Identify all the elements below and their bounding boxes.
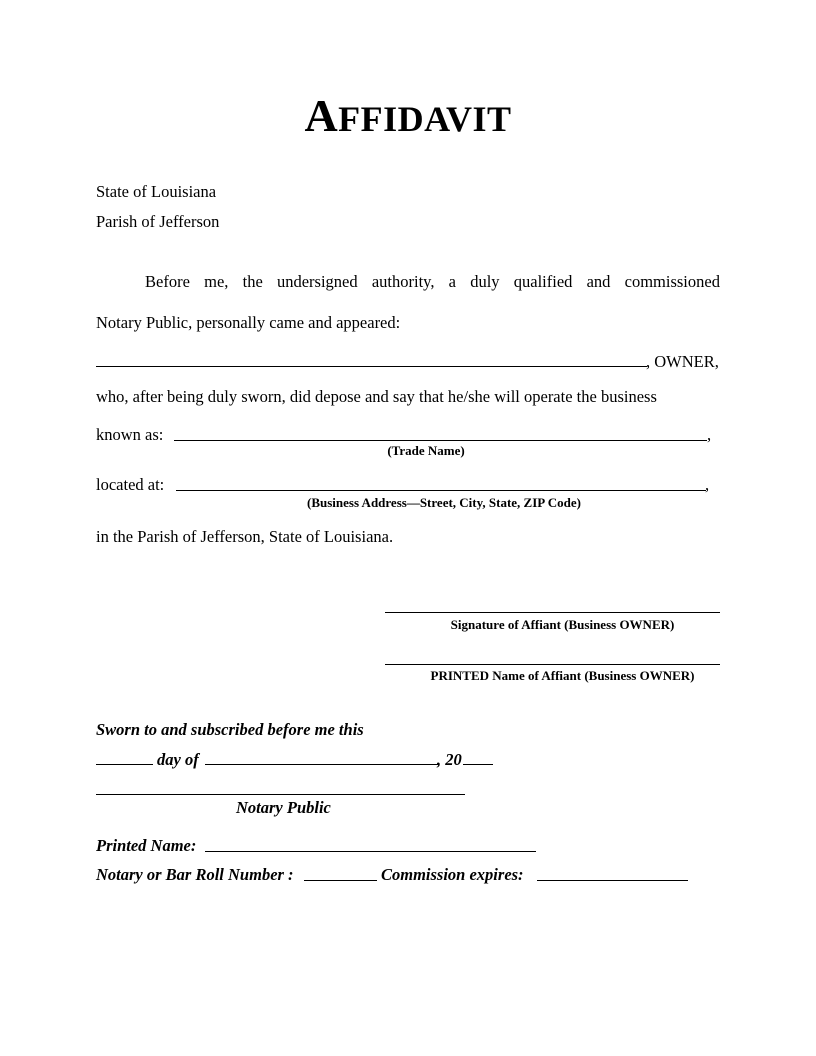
para2-line1: who, after being duly sworn, did depose and say that he/she will operate the business <box>96 387 657 406</box>
para1-word: a <box>448 272 456 291</box>
owner-suffix: , OWNER, <box>646 352 719 371</box>
para1-line2: Notary Public, personally came and appeared: <box>96 313 401 332</box>
commission-expires-blank[interactable] <box>537 880 688 881</box>
printed-name-affiant-caption: PRINTED Name of Affiant (Business OWNER) <box>430 668 695 683</box>
para1-word: the <box>242 272 263 291</box>
day-blank[interactable] <box>96 764 153 765</box>
located-at-label: located at: <box>96 475 165 494</box>
notary-signature-blank[interactable] <box>96 794 465 795</box>
year-prefix: , 20 <box>437 750 462 769</box>
parish-line: Parish of Jefferson <box>96 212 220 231</box>
notary-printed-name-blank[interactable] <box>205 851 536 852</box>
business-address-blank[interactable] <box>176 490 706 491</box>
para1-word: qualified <box>513 272 573 291</box>
sworn-statement: Sworn to and subscribed before me this <box>96 720 364 739</box>
known-as-label: known as: <box>96 425 164 444</box>
page-title <box>0 88 816 147</box>
trade-name-caption: (Trade Name) <box>387 443 465 458</box>
para1-word: commissioned <box>624 272 720 291</box>
para1-word: undersigned <box>276 272 358 291</box>
para1-word: authority, <box>371 272 435 291</box>
printed-name-label: Printed Name: <box>96 836 197 855</box>
address-comma: , <box>705 475 710 494</box>
roll-number-label: Notary or Bar Roll Number : <box>96 865 294 884</box>
day-of-label: day of <box>157 750 199 769</box>
para1-word: me, <box>204 272 229 291</box>
business-address-caption: (Business Address—Street, City, State, ZIP Code) <box>307 495 581 510</box>
title-rest: FFIDAVIT <box>338 99 512 139</box>
roll-number-blank[interactable] <box>304 880 377 881</box>
printed-name-affiant-blank[interactable] <box>385 664 720 665</box>
month-blank[interactable] <box>205 764 438 765</box>
owner-name-blank[interactable] <box>96 366 647 367</box>
para1-word: Before <box>145 272 190 291</box>
state-line: State of Louisiana <box>96 182 217 201</box>
signature-blank[interactable] <box>385 612 720 613</box>
title-first-letter: A <box>304 90 339 141</box>
para1-word: duly <box>470 272 500 291</box>
trade-comma: , <box>707 425 712 444</box>
trade-name-blank[interactable] <box>174 440 707 441</box>
year-blank[interactable] <box>463 764 493 765</box>
notary-public-label: Notary Public <box>236 798 331 817</box>
parish-statement: in the Parish of Jefferson, State of Louisiana. <box>96 527 394 546</box>
signature-caption: Signature of Affiant (Business OWNER) <box>450 617 675 632</box>
para1-line1 <box>145 272 720 292</box>
para1-word: and <box>586 272 611 291</box>
commission-expires-label: Commission expires: <box>381 865 524 884</box>
